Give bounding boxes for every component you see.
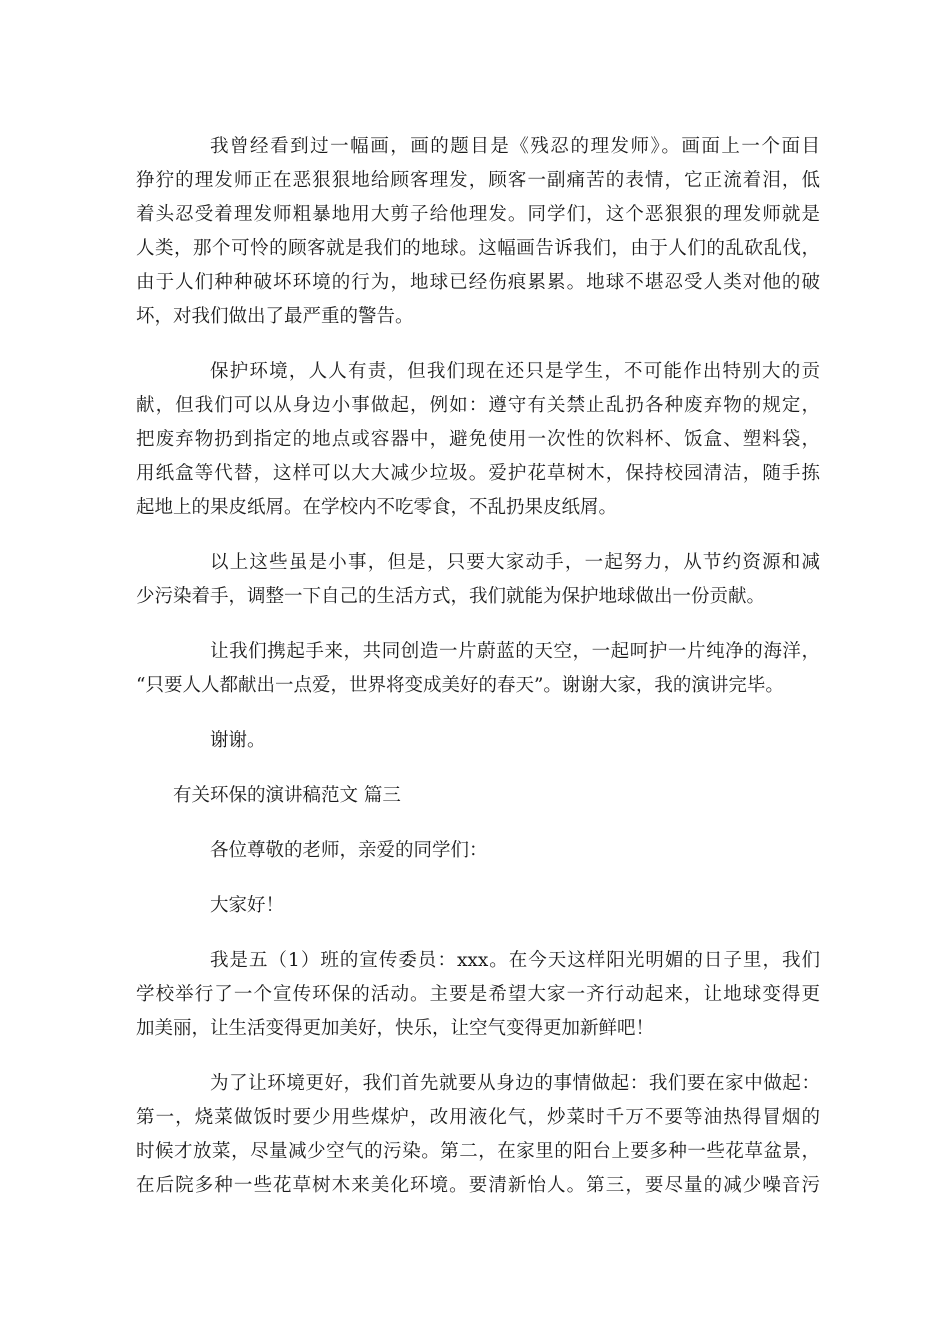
- text-line: 以上这些虽是小事，但是，只要大家动手，一起努力，从节约资源和减: [210, 552, 820, 573]
- text-line: 献，但我们可以从身边小事做起，例如：遵守有关禁止乱扔各种废弃物的规定，: [136, 395, 820, 416]
- text-line: 我是五（1）班的宣传委员：xxx。在今天这样阳光明媚的日子里，我们: [210, 950, 820, 971]
- text-line: 着头忍受着理发师粗暴地用大剪子给他理发。同学们，这个恶狠狠的理发师就是: [136, 204, 820, 225]
- text-line: 第一，烧菜做饭时要少用些煤炉，改用液化气，炒菜时千万不要等油热得冒烟的: [136, 1107, 820, 1128]
- section-title: 有关环保的演讲稿范文 篇三: [173, 785, 401, 806]
- paragraph-join-hands: [136, 635, 820, 703]
- text-line: 人类，那个可怜的顾客就是我们的地球。这幅画告诉我们，由于人们的乱砍乱伐，: [136, 238, 820, 259]
- paragraph-start-at-home: [136, 1067, 820, 1203]
- paragraph-introduction: [136, 944, 820, 1046]
- text-line: 少污染着手，调整一下自己的生活方式，我们就能为保护地球做出一份贡献。: [136, 586, 766, 607]
- thanks-line: 谢谢。: [210, 730, 266, 751]
- paragraph-small-things: [136, 546, 820, 614]
- hello-line: 大家好！: [210, 895, 285, 916]
- text-line: 让我们携起手来，共同创造一片蔚蓝的天空，一起呵护一片纯净的海洋，: [210, 641, 820, 662]
- text-line: 学校举行了一个宣传环保的活动。主要是希望大家一齐行动起来，让地球变得更: [136, 984, 820, 1005]
- text-line: 在后院多种一些花草树木来美化环境。要清新怡人。第三，要尽量的减少噪音污: [136, 1175, 820, 1196]
- text-line: “只要人人都献出一点爱，世界将变成美好的春天”。谢谢大家，我的演讲完毕。: [136, 675, 784, 696]
- text-line: 把废弃物扔到指定的地点或容器中，避免使用一次性的饮料杯、饭盒、塑料袋，: [136, 429, 820, 450]
- paragraph-protect-environment: [136, 355, 820, 525]
- text-line: 我曾经看到过一幅画，画的题目是《残忍的理发师》。画面上一个面目: [210, 136, 820, 157]
- text-line: 用纸盒等代替，这样可以大大减少垃圾。爱护花草树木，保持校园清洁，随手拣: [136, 463, 820, 484]
- text-line: 起地上的果皮纸屑。在学校内不吃零食，不乱扔果皮纸屑。: [136, 497, 618, 518]
- text-line: 时候才放菜，尽量减少空气的污染。第二，在家里的阳台上要多种一些花草盆景，: [136, 1141, 820, 1162]
- text-line: 保护环境，人人有责，但我们现在还只是学生，不可能作出特别大的贡: [210, 361, 820, 382]
- text-line: 狰狞的理发师正在恶狠狠地给顾客理发，顾客一副痛苦的表情，它正流着泪，低: [136, 170, 820, 191]
- greeting-line: 各位尊敬的老师，亲爱的同学们：: [210, 840, 488, 861]
- text-line: 坏，对我们做出了最严重的警告。: [136, 306, 414, 327]
- paragraph-barber-painting: [136, 130, 820, 334]
- text-line: 由于人们种种破坏环境的行为，地球已经伤痕累累。地球不堪忍受人类对他的破: [136, 272, 820, 293]
- text-line: 加美丽，让生活变得更加美好，快乐，让空气变得更加新鲜吧！: [136, 1018, 655, 1039]
- document-body: [136, 130, 820, 1224]
- text-line: 为了让环境更好，我们首先就要从身边的事情做起：我们要在家中做起：: [210, 1073, 820, 1094]
